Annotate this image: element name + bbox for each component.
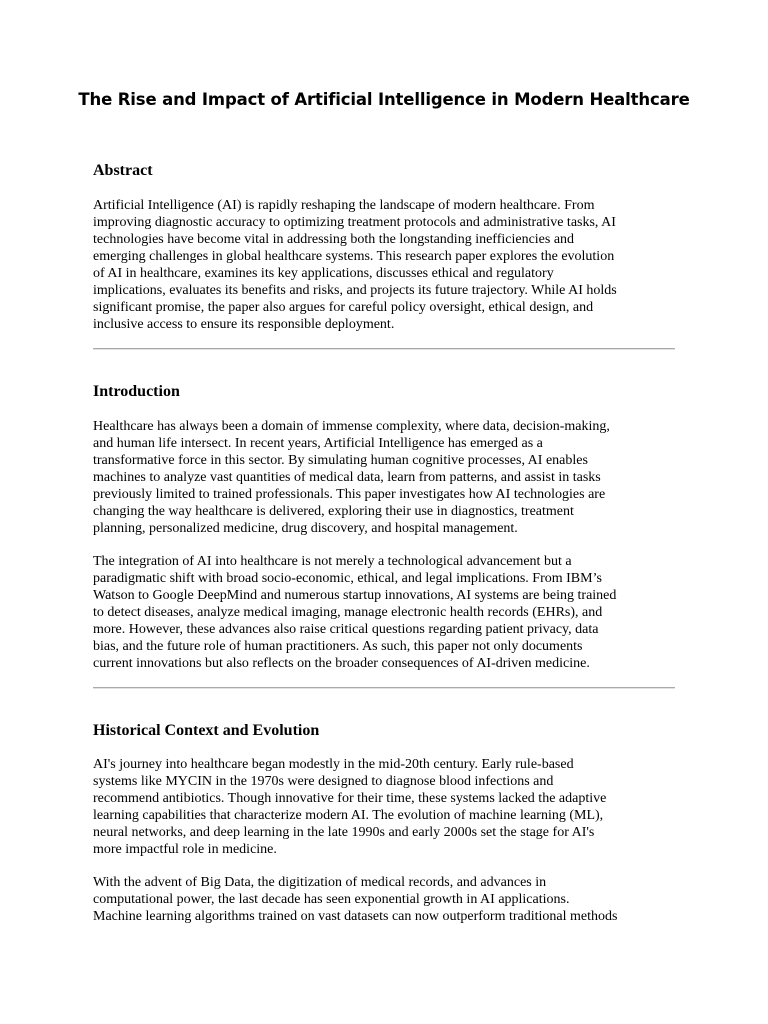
text-line: bias, and the future role of human practitioners. As such, this paper not only documents — [93, 639, 583, 654]
text-line: more impactful role in medicine. — [93, 842, 277, 857]
text-line: of AI in healthcare, examines its key applications, discusses ethical and regulatory — [93, 266, 554, 281]
historical-context-paragraph-2 — [93, 874, 675, 925]
text-line: more. However, these advances also raise critical questions regarding patient privacy, data — [93, 622, 599, 637]
text-line: transformative force in this sector. By simulating human cognitive processes, AI enables — [93, 453, 588, 468]
text-line: and human life intersect. In recent years, Artificial Intelligence has emerged as a — [93, 436, 543, 451]
introduction-paragraph-2 — [93, 553, 675, 672]
text-line: inclusive access to ensure its responsible deployment. — [93, 317, 395, 332]
text-line: The integration of AI into healthcare is not merely a technological advancement but a — [93, 554, 572, 569]
text-line: technologies have become vital in addressing both the longstanding inefficiencies and — [93, 232, 575, 247]
introduction-paragraph-1 — [93, 418, 675, 537]
text-line: neural networks, and deep learning in the late 1990s and early 2000s set the stage for AI's — [93, 825, 595, 840]
section-heading-introduction: Introduction — [93, 383, 180, 400]
text-line: systems like MYCIN in the 1970s were designed to diagnose blood infections and — [93, 774, 554, 789]
text-line: implications, evaluates its benefits and risks, and projects its future trajectory. While AI holds — [93, 283, 617, 298]
section-divider — [93, 348, 675, 350]
text-line: learning capabilities that characterize modern AI. The evolution of machine learning (ML), — [93, 808, 604, 823]
text-line: computational power, the last decade has seen exponential growth in AI applications. — [93, 892, 570, 907]
text-line: AI's journey into healthcare began modestly in the mid-20th century. Early rule-based — [93, 757, 574, 772]
section-divider — [93, 687, 675, 689]
section-heading-historical-context: Historical Context and Evolution — [93, 722, 320, 739]
document-title: The Rise and Impact of Artificial Intelligence in Modern Healthcare — [78, 90, 690, 109]
text-line: improving diagnostic accuracy to optimizing treatment protocols and administrative tasks, AI — [93, 215, 616, 230]
text-line: planning, personalized medicine, drug discovery, and hospital management. — [93, 521, 518, 536]
text-line: Machine learning algorithms trained on vast datasets can now outperform traditional methods — [93, 909, 618, 924]
text-line: recommend antibiotics. Though innovative for their time, these systems lacked the adaptive — [93, 791, 607, 806]
text-line: machines to analyze vast quantities of medical data, learn from patterns, and assist in tasks — [93, 470, 601, 485]
abstract-paragraph — [93, 197, 675, 333]
text-line: to detect diseases, analyze medical imaging, manage electronic health records (EHRs), and — [93, 605, 603, 620]
text-line: significant promise, the paper also argues for careful policy oversight, ethical design, and — [93, 300, 594, 315]
text-line: changing the way healthcare is delivered, exploring their use in diagnostics, treatment — [93, 504, 574, 519]
text-line: With the advent of Big Data, the digitization of medical records, and advances in — [93, 875, 547, 890]
section-heading-abstract: Abstract — [93, 162, 153, 179]
text-line: paradigmatic shift with broad socio-economic, ethical, and legal implications. From IBM’s — [93, 571, 602, 586]
text-line: Watson to Google DeepMind and numerous startup innovations, AI systems are being trained — [93, 588, 617, 603]
historical-context-paragraph-1 — [93, 756, 675, 858]
text-line: current innovations but also reflects on the broader consequences of AI-driven medicine. — [93, 656, 590, 671]
text-line: Artificial Intelligence (AI) is rapidly reshaping the landscape of modern healthcare. From — [93, 198, 595, 213]
text-line: previously limited to trained professionals. This paper investigates how AI technologies are — [93, 487, 606, 502]
text-line: emerging challenges in global healthcare systems. This research paper explores the evolution — [93, 249, 615, 264]
text-line: Healthcare has always been a domain of immense complexity, where data, decision-making, — [93, 419, 610, 434]
